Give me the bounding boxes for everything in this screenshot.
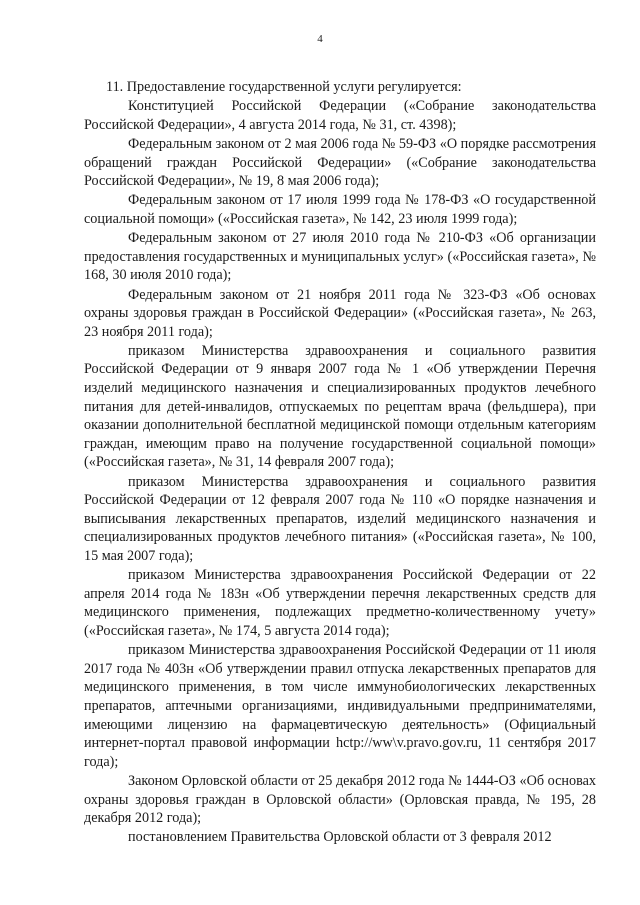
document-body <box>84 78 596 847</box>
paragraph-law-210: Федеральным законом от 27 июля 2010 года № 210-ФЗ «Об организации предоставления государственных и муниципальных услуг» («Российская газета», № 168, 30 июля 2010 года); <box>84 230 596 284</box>
paragraph-order-403n: приказом Министерства здравоохранения Российской Федерации от 11 июля 2017 года № 403н «Об утверждении правил отпуска лекарственных препаратов для медицинского применения, в том числе иммунобиологических лекарственных препаратов, аптечными организациями, индивидуальными предпринимателями, имеющими лицензию на фармацевтическую деятельность» (Официальный интернет-портал правовой информации hctp://ww\v.pravo.gov.ru, 11 сентября 2017 года); <box>84 642 596 770</box>
paragraph-law-178: Федеральным законом от 17 июля 1999 года № 178-ФЗ «О государственной социальной помощи» («Российская газета», № 142, 23 июля 1999 года); <box>84 192 596 227</box>
paragraph-order-1: приказом Министерства здравоохранения и социального развития Российской Федерации от 9 января 2007 года № 1 «Об утверждении Перечня изделий медицинского назначения и специализированных продуктов лечебного питания для детей-инвалидов, отпускаемых по рецептам врача (фельдшера), при оказании дополнительной бесплатной медицинской помощи отдельным категориям граждан, имеющим право на получение государственной социальной помощи» («Российская газета», № 31, 14 февраля 2007 года); <box>84 342 596 471</box>
paragraph-law-59: Федеральным законом от 2 мая 2006 года № 59-ФЗ «О порядке рассмотрения обращений граждан Российской Федерации» («Собрание законодательства Российской Федерации», № 19, 8 мая 2006 года); <box>84 135 596 190</box>
paragraph-order-183n: приказом Министерства здравоохранения Российской Федерации от 22 апреля 2014 года № 183н «Об утверждении перечня лекарственных средств для медицинского применения, подлежащих предметно-количественному учету» («Российская газета», № 174, 5 августа 2014 года); <box>84 567 596 639</box>
page-number: 4 <box>317 33 323 45</box>
paragraph-constitution: Конституцией Российской Федерации («Собрание законодательства Российской Федерации», 4 августа 2014 года, № 31, ст. 4398); <box>84 98 596 133</box>
paragraph-law-323: Федеральным законом от 21 ноября 2011 года № 323-ФЗ «Об основах охраны здоровья граждан в Российской Федерации» («Российская газета», № 263, 23 ноября 2011 года); <box>84 286 596 340</box>
paragraph-regional-resolution: постановлением Правительства Орловской области от 3 февраля 2012 <box>128 829 552 846</box>
paragraph-order-110: приказом Министерства здравоохранения и социального развития Российской Федерации от 12 февраля 2007 года № 110 «О порядке назначения и выписывания лекарственных препаратов, изделий медицинского назначения и специализированных продуктов лечебного питания» («Российская газета», № 100, 15 мая 2007 года); <box>84 473 596 564</box>
paragraph-intro: 11. Предоставление государственной услуги регулируется: <box>106 79 462 95</box>
paragraph-regional-law-1444: Законом Орловской области от 25 декабря 2012 года № 1444-ОЗ «Об основах охраны здоровья граждан в Орловской области» (Орловская правда, № 195, 28 декабря 2012 года); <box>84 772 596 827</box>
